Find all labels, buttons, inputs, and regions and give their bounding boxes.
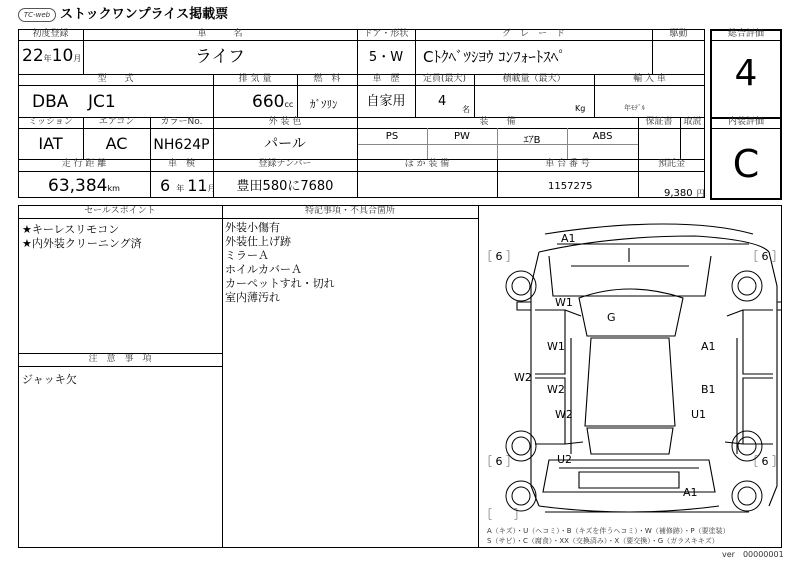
displacement-value: 660	[252, 92, 285, 112]
damage-mark-a1-front: A1	[561, 232, 576, 245]
damage-mark-w1-left: W1	[547, 340, 565, 353]
manual-header: 取説	[683, 117, 702, 127]
type-header: 型 式	[97, 74, 134, 84]
sales-points-list	[22, 223, 142, 251]
special-note-item: ホイルカバーＡ	[225, 263, 302, 276]
fuel-header: 燃 料	[313, 74, 341, 84]
logo	[18, 8, 56, 22]
sales-points-header: セールスポイント	[84, 206, 156, 216]
other-equip-header: ほ か 装 備	[404, 159, 450, 169]
capacity-unit: 名	[462, 105, 470, 114]
displacement	[252, 91, 293, 113]
type-model: JC1	[88, 92, 116, 112]
door-shape: 5・W	[368, 50, 404, 65]
history-header: 車 歴	[372, 74, 400, 84]
color-no: NH624P	[153, 137, 210, 153]
chassis-header: 車 台 番 号	[545, 159, 590, 169]
damage-mark-w2-lower: W2	[555, 408, 573, 421]
special-note-item: 外装仕上げ跡	[225, 235, 291, 248]
mileage-header: 走 行 距 離	[61, 159, 107, 169]
damage-mark-a1-rear: A1	[683, 486, 698, 499]
tire-spare: ［ ］	[481, 508, 525, 521]
cautions-list	[22, 373, 77, 387]
damage-mark-g-roof: G	[607, 311, 616, 324]
special-note-item: 外装小傷有	[225, 221, 280, 234]
tire-rear-right: ［ 6 ］	[747, 455, 783, 468]
damage-mark-w2-left: W2	[514, 371, 532, 384]
displacement-unit: cc	[284, 100, 294, 109]
first-reg-month: 10	[51, 46, 74, 66]
special-notes-header: 特記事項・不具合箇所	[304, 206, 395, 216]
first-reg-header: 初度登録	[32, 29, 69, 39]
mileage-value: 63,384	[48, 176, 108, 196]
plate-header: 登録ナンバー	[258, 159, 312, 169]
equip-abs: ABS	[592, 131, 613, 142]
mileage-unit: km	[107, 184, 120, 193]
equipment-header: 装 備	[479, 117, 516, 127]
special-note-item: 室内薄汚れ	[225, 291, 280, 304]
mileage	[48, 175, 120, 197]
equip-ps: PS	[385, 131, 399, 142]
car-name-header: 車 名	[197, 29, 243, 39]
vehicle-history: 自家用	[366, 94, 406, 109]
damage-mark-u2-lower: U2	[557, 453, 573, 466]
type-prefix: DBA	[32, 92, 69, 112]
damage-mark-b1-right: B1	[701, 383, 716, 396]
deposit-header: 預託金	[657, 159, 685, 169]
logo-text: TC-web	[23, 11, 51, 19]
tire-front-left: ［ 6 ］	[481, 250, 517, 263]
damage-mark-a1-right: A1	[701, 340, 716, 353]
drive-header: 駆動	[669, 29, 688, 39]
paint-header: 外 装 色	[268, 117, 302, 127]
special-note-item: ミラーＡ	[225, 249, 269, 262]
damage-mark-u1-right: U1	[691, 408, 707, 421]
overall-rating: 4	[734, 53, 758, 94]
door-header: ドア・形状	[363, 29, 409, 39]
aircon-header: エアコン	[98, 117, 135, 127]
first-registration	[22, 45, 81, 67]
deposit	[664, 181, 705, 200]
first-reg-year-unit: 年	[43, 54, 52, 63]
displacement-header: 排 気 量	[238, 74, 272, 84]
interior-rating-header: 内装評価	[727, 117, 764, 127]
damage-legend-line1: A（キズ）・U（ヘコミ）・B（キズを伴うヘコミ）・W（補修跡）・P（要塗装）	[487, 527, 730, 535]
paint-color: パール	[264, 136, 306, 152]
inspection-year-unit: 年	[176, 184, 185, 193]
capacity-header: 定員(最大)	[422, 74, 467, 84]
grade: Cﾄｸﾍﾞﾂｼﾖｳ ｺﾝﾌｫｰﾄｽﾍﾟ	[423, 48, 566, 66]
tire-front-right: ［ 6 ］	[747, 250, 783, 263]
damage-legend-line2: S（サビ）・C（腐食）・XX（交換済み）・X（要交換）・G（ガラスキキズ）	[487, 537, 719, 545]
load-header: 積載量（最大）	[502, 74, 566, 84]
tire-rear-left: ［ 6 ］	[481, 455, 517, 468]
overall-rating-header: 総合評価	[727, 29, 764, 39]
version-label: ver 00000001	[722, 550, 784, 559]
interior-rating: C	[732, 142, 760, 186]
deposit-unit: 円	[696, 189, 705, 198]
special-note-item: カーペットすれ・切れ	[225, 277, 335, 290]
import-note: 年ﾓﾃﾞﾙ	[624, 104, 645, 112]
special-notes-list	[225, 221, 335, 305]
inspection	[160, 175, 216, 197]
cautions-header: 注 意 事 項	[88, 354, 152, 364]
page-title: ストックワンプライス掲載票	[60, 7, 229, 22]
damage-mark-w2-center: W2	[547, 383, 565, 396]
equip-airbag: ｴｱB	[523, 135, 541, 146]
car-name: ライフ	[195, 47, 245, 67]
fuel: ｶﾞｿﾘﾝ	[310, 98, 338, 111]
warranty-header: 保証書	[645, 117, 673, 127]
inspection-month-unit: 月	[207, 184, 216, 193]
first-reg-month-unit: 月	[73, 54, 82, 63]
import-header: 輸 入 車	[633, 74, 666, 84]
damage-mark-w1-upper: W1	[555, 296, 573, 309]
mission-header: ミッション	[28, 117, 73, 127]
chassis-number: 1157275	[548, 181, 593, 192]
aircon: AC	[105, 134, 128, 153]
sales-point-item: ★内外装クリーニング済	[22, 237, 142, 250]
first-reg-year: 22	[22, 46, 44, 66]
mission: IAT	[38, 134, 63, 153]
inspection-header: 車 検	[167, 159, 195, 169]
deposit-value: 9,380	[664, 188, 693, 199]
inspection-year: 6	[160, 176, 171, 195]
grade-header: グ レ ー ド	[501, 29, 565, 39]
equip-pw: PW	[454, 131, 470, 142]
damage-diagram	[479, 206, 781, 547]
registration-plate: 豊田580に7680	[236, 179, 334, 194]
sales-point-item: ★キーレスリモコン	[22, 223, 120, 236]
inspection-month: 11	[187, 176, 208, 195]
caution-item: ジャッキ欠	[22, 373, 77, 386]
capacity: 4	[438, 94, 447, 109]
load-unit: Kg	[575, 104, 586, 113]
color-no-header: カラーNo.	[160, 117, 203, 127]
